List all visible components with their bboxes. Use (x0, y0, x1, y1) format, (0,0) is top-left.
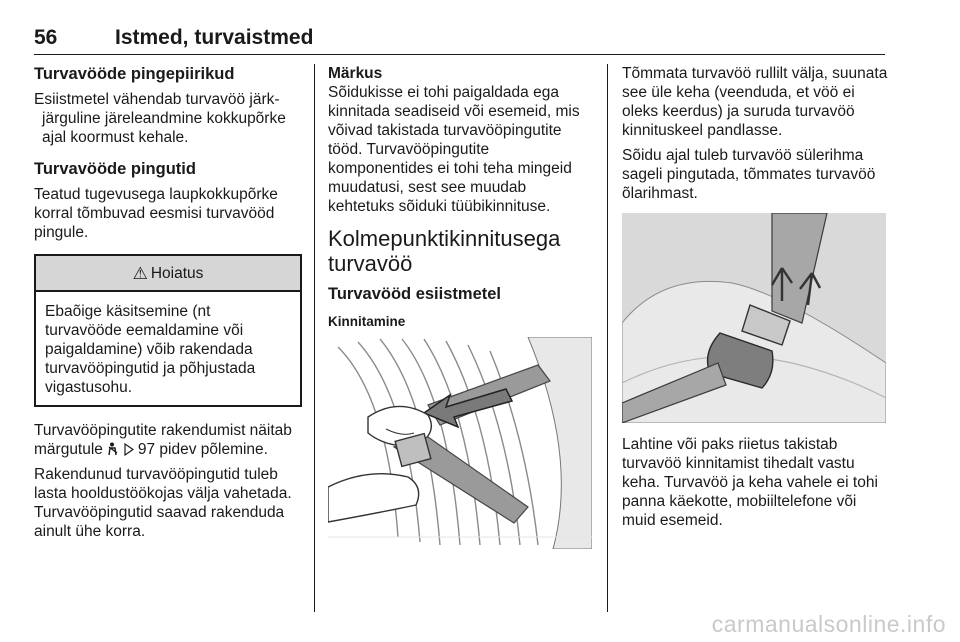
heading-fastening: Kinnitamine (328, 314, 406, 329)
paragraph-tighten-belt: Sõidu ajal tuleb turvavöö sülerihma sageli pingutada, tõmmates turvavöö õlarihmast. (622, 147, 876, 202)
note-title: Märkus (328, 65, 383, 82)
page-reference-arrow-icon (124, 443, 134, 456)
fastening-illustration (328, 337, 592, 549)
header-rule (34, 54, 885, 55)
heading-tensioners: Turvavööde pingepiirikud (34, 65, 235, 83)
heading-three-point-belt: Kolmepunktikinnitusega turvavöö (328, 226, 561, 276)
heading-front-seats: Turvavööd esiistmetel (328, 285, 502, 303)
paragraph-replace: Rakendunud turvavööpingutid tuleb lasta hooldustöökojas välja vahetada. Turvavööpingutid saavad rakenduda ainult ühe korra. (34, 466, 292, 540)
paragraph-clothing: Lahtine või paks riietus takistab turvavöö kinnitamist tihedalt vastu keha. Turvavöö ja keha vahele ei tohi panna käekotte, mobiiltelefone või muid esemeid. (622, 436, 878, 529)
section-title: Istmed, turvaistmed (115, 26, 314, 49)
column-divider-1 (314, 64, 315, 612)
seatbelt-warning-icon (107, 442, 119, 456)
watermark: carmanualsonline.info (711, 611, 946, 637)
warning-title: Hoiatus (150, 264, 204, 282)
column-divider-2 (607, 64, 608, 612)
column-left (34, 64, 302, 547)
column-middle (328, 64, 594, 549)
page-header (34, 22, 885, 56)
page-number: 56 (34, 26, 58, 49)
column-right (622, 64, 888, 536)
paragraph-pretensioners: Teatud tugevusega laupkokkupõrke korral tõmbuvad eesmisi turvavööd pingule. (34, 186, 278, 241)
warning-box (34, 254, 302, 407)
heading-pretensioners: Turvavööde pingutid (34, 160, 196, 178)
belt-tensioning-illustration (622, 213, 886, 423)
note-text: Sõidukisse ei tohi paigaldada ega kinnitada seadiseid või esemeid, mis võivad takistada turvavööpingutite tööd. Turvavööpingutite komponentides ei tohi teha mingeid muudatusi, sest see muudab kehtetuks sõiduki tüübikinnituse. (328, 84, 580, 215)
warning-header (36, 256, 300, 292)
paragraph-tensioners: Esiistmetel vähendab turvavöö järk-järguline järeleandmine kokkupõrke ajal koormust kehale. (34, 91, 286, 146)
page-reference-link[interactable]: 97 (137, 441, 156, 458)
warning-text: Ebaõige käsitsemine (nt turvavööde eemaldamine või paigaldamine) võib rakendada turvavööpingutid ja põhjustada vigastusohu. (45, 303, 256, 396)
paragraph-pull-belt: Tõmmata turvavöö rullilt välja, suunata see üle keha (veenduda, et vöö ei oleks keerdus) ja suruda turvavöö kinnituskeel pandlasse. (622, 65, 888, 139)
paragraph-indicator: Turvavööpingutite rakendumist näitab märgutule 97 pidev põlemine. (34, 422, 292, 458)
warning-triangle-icon: ⚠ (132, 263, 148, 283)
